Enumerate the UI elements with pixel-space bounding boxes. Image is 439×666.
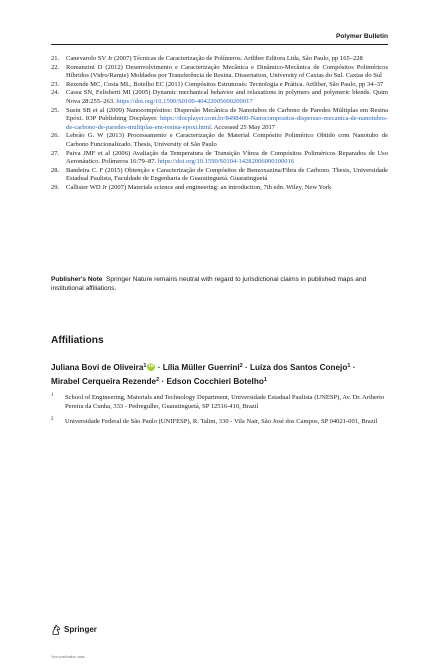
author xyxy=(250,363,350,372)
reference-item xyxy=(51,167,388,184)
author-name: Luíza dos Santos Conejo xyxy=(249,363,348,372)
affiliation-list xyxy=(51,394,388,434)
reference-number: 25. xyxy=(51,106,60,114)
reference-number: 28. xyxy=(51,166,60,174)
author-separator: · xyxy=(157,363,161,372)
author xyxy=(51,363,155,372)
reference-number: 21. xyxy=(51,55,60,62)
affiliation-text: School of Engineering, Materials and Technology Department, Universidade Estadual Paulista (UNESP), Av. Dr. Ariberto Pereira da Cunha, 333 - Pedregulho, Guaratinguetá, SP 12516-410, Brazil xyxy=(65,394,385,410)
reference-item xyxy=(51,55,388,64)
affiliation-number: 1 xyxy=(51,393,54,398)
author xyxy=(163,363,243,372)
header-rule xyxy=(51,44,388,45)
publisher-name: Springer xyxy=(64,625,97,634)
reference-number: 26. xyxy=(51,132,60,140)
reference-link[interactable]: https://doi.org/10.1590/S0100-40422005000200017 xyxy=(116,97,253,105)
author-affiliation-marker: 2 xyxy=(239,363,243,369)
reference-text: Lebrão G. W (2013) Processamento e Caracterização de Material Compósito Polimérico Obtido com Nanotubo de Carbono Funcionalizado. Thesis, University of São Paulo xyxy=(66,132,388,148)
reference-text: Bandeira C. F (2015) Obtenção e Caracterização de Compósitos de Benzoxazina/Fibra de Carbono. Thesis, Universidade Estadual Paulista, Faculdade de Engenharia de Guaratinguetá. Guaratinguetá xyxy=(66,166,388,183)
orcid-icon[interactable] xyxy=(147,363,155,371)
reference-number: 27. xyxy=(51,149,60,157)
reference-access-note: . Accessed 25 May 2017 xyxy=(210,123,276,131)
author-separator: · xyxy=(161,377,165,387)
springer-knight-icon xyxy=(51,624,61,635)
reference-text: Paiva JMF et al (2006) Avaliação da Temperatura de Transição Vítrea de Compósitos Poliméricos Reparados de Uso Aeronáutico. Polímeros 16:79–87. xyxy=(66,149,388,166)
affiliation-item xyxy=(51,418,388,427)
reference-link[interactable]: https://docplayer.com.br/8498400-Nanocompositos-dispersao-mecanica-de-nanotubos-de-carbono-de-paredes-multiplas-em-resina-epoxi.html xyxy=(66,115,388,131)
affiliation-item xyxy=(51,394,388,411)
publication-stats-stamp: View publication stats xyxy=(51,655,85,659)
reference-item xyxy=(51,150,388,167)
author xyxy=(166,377,266,386)
reference-number: 22. xyxy=(51,63,60,71)
running-head: Polymer Bulletin xyxy=(335,33,388,40)
publisher-note-label: Publisher's Note xyxy=(51,276,103,283)
author-name: Lília Müller Guerrini xyxy=(162,363,240,372)
publisher-note xyxy=(51,276,388,294)
reference-number: 23. xyxy=(51,80,60,88)
author-affiliation-marker: 1 xyxy=(263,377,267,384)
author-name: Juliana Bovi de Oliveira xyxy=(51,363,144,372)
reference-item xyxy=(51,107,388,133)
reference-item xyxy=(51,81,388,90)
reference-text: Canevarolo SV Jr (2007) Técnicas de Caracterização de Polímeros. Artliber Editora Ltda, São Paulo, pp 165–228 xyxy=(66,55,363,62)
author-list xyxy=(51,360,391,389)
reference-item xyxy=(51,132,388,149)
reference-text: Rezende MC, Costa ML, Botelho EC (2011) Compósitos Estruturais: Tecnologia e Prática. Artliber, São Paulo, pp 34–37 xyxy=(66,80,384,88)
reference-list xyxy=(51,55,388,193)
author-affiliation-marker: 2 xyxy=(156,377,160,384)
publisher-logo xyxy=(51,624,97,635)
affiliations-heading: Affiliations xyxy=(51,335,104,346)
publisher-note-text: Springer Nature remains neutral with regard to jurisdictional claims in published maps and institutional affiliations. xyxy=(51,276,367,292)
affiliation-number: 2 xyxy=(51,417,54,422)
reference-link[interactable]: https://doi.org/10.1590/S0104-14282006000100016 xyxy=(157,158,295,166)
author xyxy=(51,377,159,386)
author-affiliation-marker: 1 xyxy=(347,363,351,369)
author-separator: · xyxy=(352,363,356,372)
reference-number: 24. xyxy=(51,89,60,97)
reference-text: Romanzini D (2012) Desenvolvimento e Caracterização Mecânica e Dinâmico-Mecânica de Compósitos Poliméricos Híbridos (Vidro/Ramie) Moldados por Transferência de Resina. Dissertation, University of Caxias do Sul. Caxias do Sul xyxy=(66,63,388,80)
reference-item xyxy=(51,184,388,193)
reference-text: Susin SB et al (2009) Nanocompósitos: Dispersão Mecânica de Nanotubos de Carbono de Paredes Múltiplas em Resina Epóxi. IOP Publishing Docplayer. xyxy=(66,106,388,123)
reference-number: 29. xyxy=(51,183,60,191)
reference-text: Cassu SN, Felisberti MI (2005) Dynamic mechanical behavior and relaxations in polymers and polymeric blends. Quim Nova 28:255–263. xyxy=(66,89,388,105)
author-separator: · xyxy=(244,363,248,372)
reference-item xyxy=(51,64,388,81)
author-name: Edson Cocchieri Botelho xyxy=(166,377,264,387)
reference-item xyxy=(51,89,388,106)
author-name: Mirabel Cerqueira Rezende xyxy=(51,377,157,387)
affiliation-text: Universidade Federal de São Paulo (UNIFESP), R. Talim, 330 - Vila Nair, São José dos Campos, SP 04021-001, Brazil xyxy=(65,418,378,425)
author-affiliation-marker: 1 xyxy=(143,363,147,369)
reference-text: Callister WD Jr (2007) Materials science and engineering: an introduction, 7th edn. Wiley, New York xyxy=(66,183,332,191)
